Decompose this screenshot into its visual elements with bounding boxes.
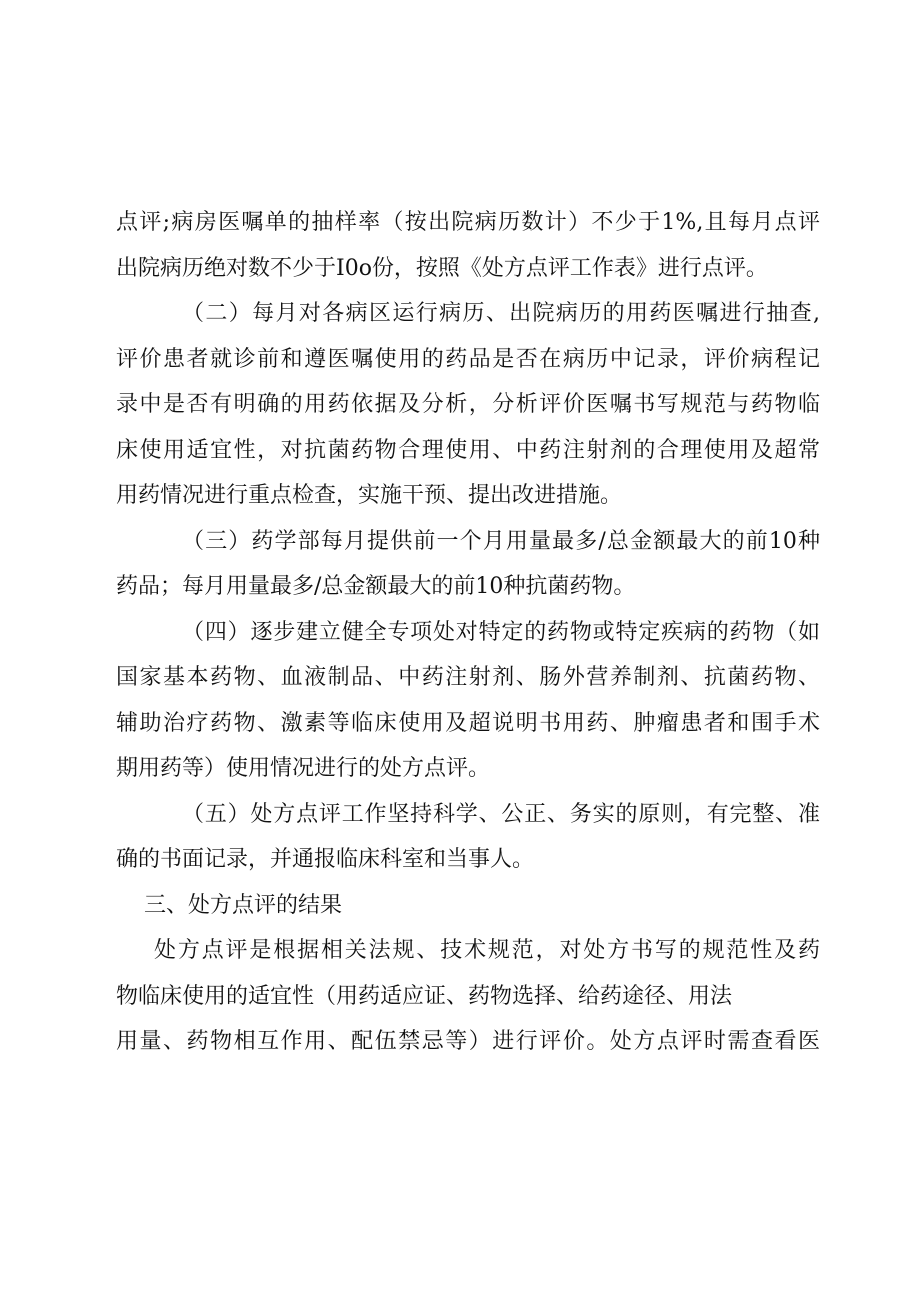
text-line: 物临床使用的适宜性（用药适应证、药物选择、给药途径、用法 (116, 983, 733, 1009)
text-line: 评价患者就诊前和遵医嘱使用的药品是否在病历中记录，评价病程记 (116, 346, 820, 372)
text-line: 处方点评是根据相关法规、技术规范，对处方书写的规范性及药 (154, 938, 820, 963)
text-line: 用药情况进行重点检查，实施干预、提出改进措施。 (116, 483, 623, 508)
text-line: 辅助治疗药物、激素等临床使用及超说明书用药、肿瘤患者和围手术 (116, 710, 820, 736)
text-line: 出院病历绝对数不少于I0o份，按照《处方点评工作表》进行点评。 (116, 255, 768, 281)
text-line: 期用药等）使用情况进行的处方点评。 (116, 756, 491, 781)
text-line: 床使用适宜性，对抗菌药物合理使用、中药注射剂的合理使用及超常 (116, 437, 820, 463)
document-body (116, 200, 820, 1065)
section-heading: 三、处方点评的结果 (144, 892, 343, 918)
text-line: （三）药学部每月提供前一个月用量最多/总金额最大的前10种 (182, 528, 820, 554)
text-line: 点评;病房医嘱单的抽样率（按出院病历数计）不少于1%,且每月点评 (116, 210, 820, 235)
text-line: 药品；每月用量最多/总金额最大的前10种抗菌药物。 (116, 574, 636, 599)
text-line: 国家基本药物、血液制品、中药注射剂、肠外营养制剂、抗菌药物、 (116, 665, 820, 690)
text-line: （五）处方点评工作坚持科学、公正、务实的原则，有完整、准 (182, 801, 820, 827)
text-line: 确的书面记录，并通报临床科室和当事人。 (116, 847, 535, 872)
text-line: 用量、药物相互作用、配伍禁忌等）进行评价。处方点评时需查看医 (116, 1029, 820, 1054)
text-line: （二）每月对各病区运行病历、出院病历的用药医嘱进行抽查, (182, 301, 820, 326)
text-line: 录中是否有明确的用药依据及分析，分析评价医嘱书写规范与药物临 (116, 392, 820, 417)
text-line: （四）逐步建立健全专项处对特定的药物或特定疾病的药物（如 (182, 619, 820, 645)
